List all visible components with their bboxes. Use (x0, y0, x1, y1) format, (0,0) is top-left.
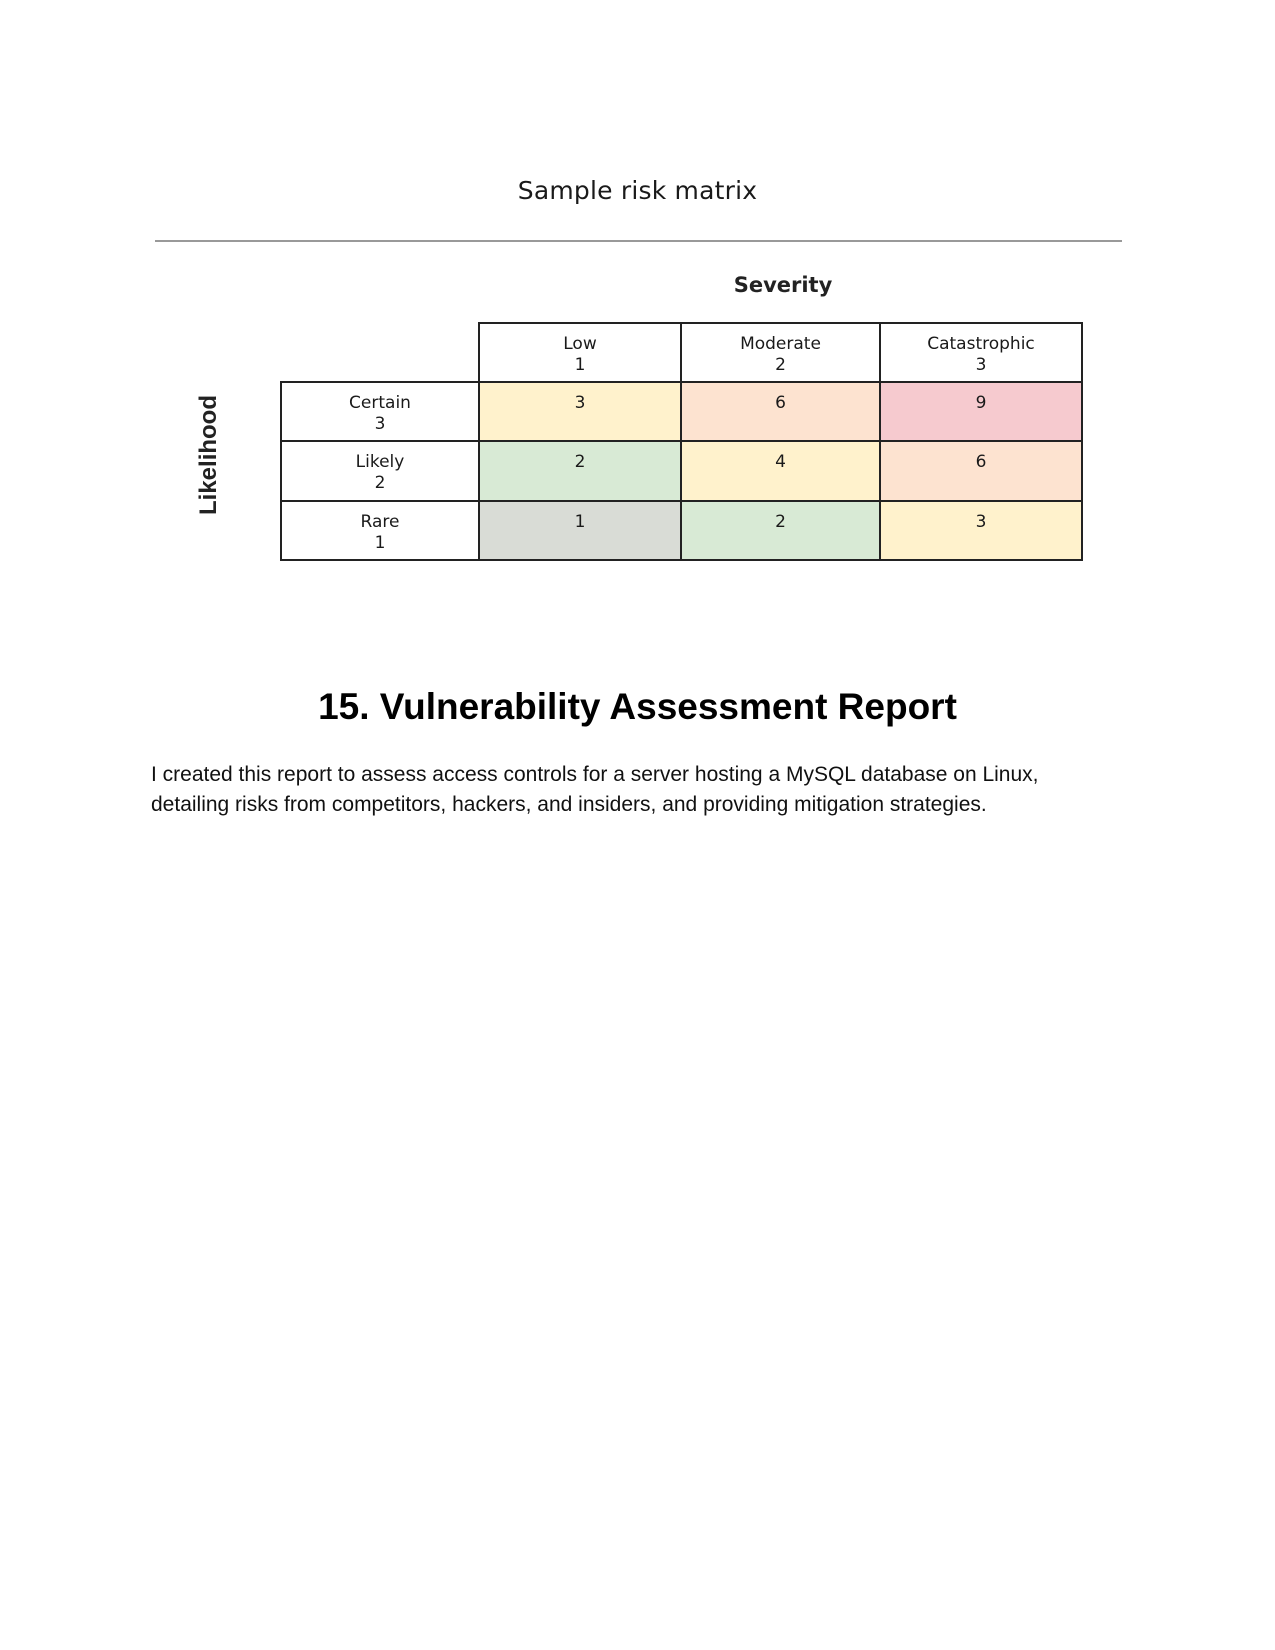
risk-score-cell (879, 500, 1083, 561)
risk-score-value: 3 (975, 512, 987, 532)
risk-score-cell (680, 381, 881, 442)
likelihood-level-label: Rare (360, 512, 400, 532)
risk-score-cell (478, 381, 682, 442)
likelihood-level-label: Certain (349, 393, 411, 413)
risk-score-value: 1 (574, 512, 586, 532)
risk-score-cell (478, 500, 682, 561)
risk-score-value: 4 (775, 452, 786, 472)
risk-score-value: 6 (975, 452, 987, 472)
severity-header-catastrophic (879, 322, 1083, 383)
risk-score-value: 3 (574, 393, 586, 413)
severity-level-label: Low (563, 334, 597, 354)
page-heading: 15. Vulnerability Assessment Report (318, 686, 957, 727)
likelihood-level-value: 2 (374, 473, 386, 493)
severity-axis-title: Severity (733, 273, 833, 297)
risk-score-cell (680, 500, 881, 561)
severity-level-value: 3 (975, 355, 987, 375)
figure-title: Sample risk matrix (517, 176, 758, 205)
likelihood-level-value: 3 (374, 414, 386, 434)
severity-header-low (478, 322, 682, 383)
likelihood-header-rare (280, 500, 480, 561)
risk-score-cell (478, 440, 682, 502)
risk-score-value: 6 (775, 393, 786, 413)
severity-level-value: 1 (574, 355, 586, 375)
likelihood-header-certain (280, 381, 480, 442)
severity-level-value: 2 (775, 355, 786, 375)
figure-divider (155, 240, 1122, 242)
likelihood-axis-title: Likelihood (195, 395, 222, 515)
risk-score-value: 2 (775, 512, 786, 532)
severity-level-label: Moderate (740, 334, 821, 354)
risk-score-cell (879, 381, 1083, 442)
body-line: I created this report to assess access controls for a server hosting a MySQL database on Linux, (151, 763, 1039, 786)
body-paragraph (151, 760, 1141, 820)
risk-score-value: 9 (975, 393, 987, 413)
risk-score-cell (879, 440, 1083, 502)
likelihood-level-label: Likely (355, 452, 405, 472)
likelihood-header-likely (280, 440, 480, 502)
risk-score-cell (680, 440, 881, 502)
likelihood-level-value: 1 (374, 533, 386, 553)
body-line: detailing risks from competitors, hackers, and insiders, and providing mitigation strategies. (151, 793, 987, 816)
severity-level-label: Catastrophic (927, 334, 1035, 354)
severity-header-moderate (680, 322, 881, 383)
risk-score-value: 2 (574, 452, 586, 472)
